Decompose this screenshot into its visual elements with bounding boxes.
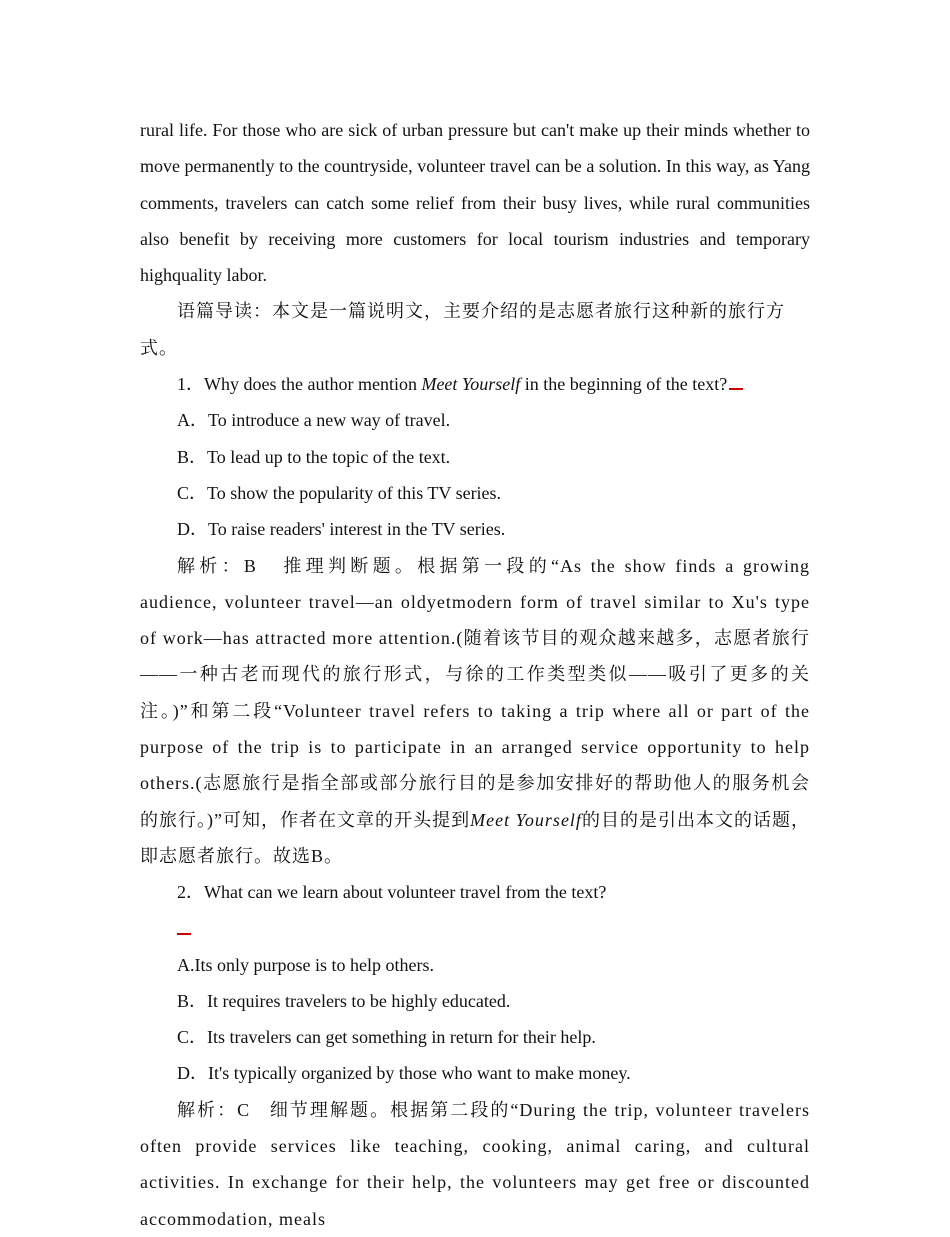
question-2-option-a: A.Its only purpose is to help others. xyxy=(177,954,434,975)
question-2-option-d: D．It's typically organized by those who want to make money. xyxy=(177,1063,631,1084)
analysis-text-before: 推理判断题。根据第一段的“As the show finds a growing audience, volunteer travel—an oldyetmodern form of travel similar to Xu's type of work—has attracted more attention.(随着该节目的观众越来越多，志愿者旅行——一种古老而现代的旅行形式，与徐的工作类型类似——吸引了更多的关注。)”和第二段“Volunteer travel refers to taking a trip where all or part of the purpose of the trip is to participate in an arranged service opportunity to help others.(志愿旅行是指全部或部分旅行目的是参加安排好的帮助他人的服务机会的旅行。)”可知，作者在文章的开头提到 xyxy=(140,555,811,830)
guide-text: 本文是一篇说明文，主要介绍的是志愿者旅行这种新的旅行方式。 xyxy=(140,301,785,358)
question-1-analysis xyxy=(140,548,810,875)
question-1-text-before: Why does the author mention xyxy=(204,374,422,395)
document-page xyxy=(140,112,810,1237)
question-1-title-italic: Meet Yourself xyxy=(421,374,521,395)
analysis-text: 细节理解题。根据第二段的“During the trip, volunteer travelers often provide services like teaching, cooking, animal caring, and cultural activities. In exchange for their help, the volunteers may get free or discounted accommodation, meals xyxy=(140,1099,811,1229)
guide-paragraph xyxy=(140,293,810,366)
question-2-text: What can we learn about volunteer travel from the text? xyxy=(204,882,607,903)
question-1-number: 1． xyxy=(177,374,204,395)
analysis-title-italic: Meet Yourself xyxy=(470,809,582,830)
question-2-answer-line xyxy=(140,911,810,947)
question-2-analysis xyxy=(140,1092,810,1237)
guide-label: 语篇导读： xyxy=(177,301,272,322)
question-2-option-b: B．It requires travelers to be highly educated. xyxy=(177,990,511,1011)
question-2-number: 2． xyxy=(177,882,204,903)
answer-blank xyxy=(177,913,191,935)
question-2 xyxy=(140,874,810,910)
question-1-option-a: A．To introduce a new way of travel. xyxy=(177,410,451,431)
intro-paragraph: rural life. For those who are sick of urban pressure but can't make up their minds whether to move permanently to the countryside, volunteer travel can be a solution. In this way, as Yang comments, travelers can catch some relief from their busy lives, while rural communities also benefit by receiving more customers for local tourism industries and temporary highquality labor. xyxy=(140,120,810,286)
question-1-option-d: D．To raise readers' interest in the TV series. xyxy=(177,519,506,540)
analysis-answer: C xyxy=(237,1099,251,1120)
question-1-option-c: C．To show the popularity of this TV series. xyxy=(177,482,502,503)
question-1-option-b: B．To lead up to the topic of the text. xyxy=(177,446,451,467)
analysis-label: 解析： xyxy=(177,555,244,576)
analysis-text-after: 的目的是引出本文的话题，即志愿者旅行。故选B。 xyxy=(140,809,811,866)
answer-blank xyxy=(729,368,743,390)
analysis-label: 解析： xyxy=(177,1099,238,1120)
analysis-answer: B xyxy=(243,555,257,576)
question-1-text-after: in the beginning of the text? xyxy=(520,374,728,395)
question-1 xyxy=(140,366,810,402)
question-2-option-c: C．Its travelers can get something in return for their help. xyxy=(177,1027,596,1048)
